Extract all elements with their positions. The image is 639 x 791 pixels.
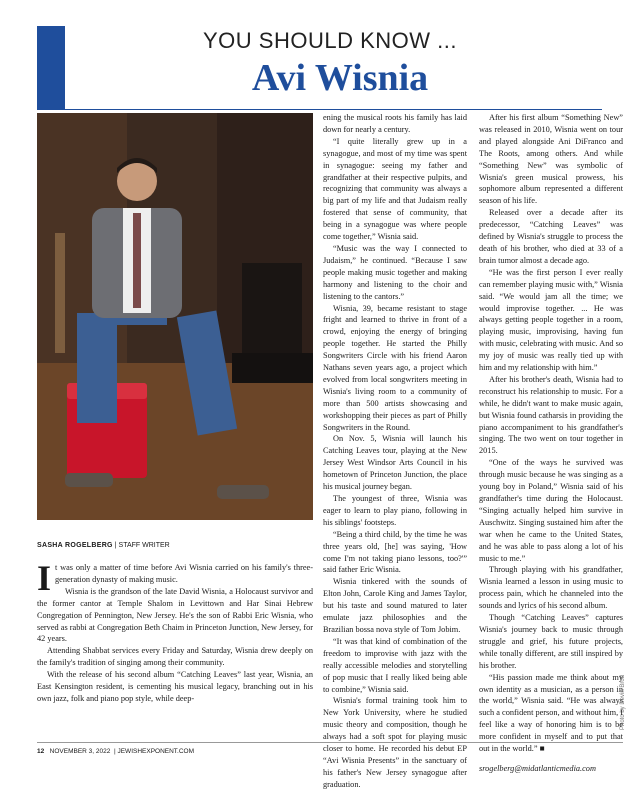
section-kicker: YOU SHOULD KNOW ...	[203, 28, 457, 53]
col2-paragraph: “Being a third child, by the time he was three years old, [he] was saying, 'How come I'm not taking piano lessons, too?'” said father Eric Wisnia.	[323, 529, 467, 575]
intro-paragraph-3: With the release of his second album “Catching Leaves” last year, Wisnia, an East Kensington resident, is cementing his musical legacy, branching out in his own jazz, folk and piano pop style, while deep-	[37, 670, 313, 703]
col2-paragraph: Wisnia, 39, became resistant to stage fright and learned to thrive in front of a crowd, enjoying the energy of bringing people together. He started the Philly Songwriters Circle with his friend Aaron Nathans seven years ago, a project which evolved from local songwriters meeting in Wisnia's living room to a community of more than 500 artists showcasing and workshopping their pieces as part of Philly Songwriters in the Round.	[323, 303, 467, 432]
col2-paragraph: “It was that kind of combination of the freedom to improvise with jazz with the really accessible melodies and storytelling of pop music that I really liked being able to combine,” Wisnia said.	[323, 636, 467, 694]
col3-paragraph: After his brother's death, Wisnia had to reconstruct his relationship to music. For a while, he didn't want to make music again, but Wisnia found catharsis in providing the piano accompaniment to his grandfather's singing. The two went on tour together in 2015.	[479, 374, 623, 456]
page-number: 12	[37, 748, 45, 755]
col3-paragraph: Though “Catching Leaves” captures Wisnia's journey back to music through struggle and grief, his future projects, while tonally different, are still inspired by his brother.	[479, 613, 623, 670]
col2-paragraph: Wisnia's formal training took him to New York University, where he studied music theory and composition, though he always had a soft spot for playing music closer to home. He recorded his debut EP “Avi Wisnia Presents” in the sanctuary of his father's New Jersey synagogue after graduation.	[323, 696, 467, 789]
col2-paragraph: ening the musical roots his family has laid down for nearly a century.	[323, 113, 467, 134]
intro-paragraph-1: Wisnia is the grandson of the late David Wisnia, a Holocaust survivor and the former cantor at Temple Shalom in Levittown and Har Sinai Hebrew Congregation of Pennington, New Jersey. He's the son of Rabbi Eric Wisnia, who served as rabbi at Congregation Beth Chaim in Princeton Junction, New Jersey, for 42 years.	[37, 586, 313, 644]
header-accent-bar	[37, 26, 65, 110]
col3-paragraph: “His passion made me think about my own identity as a musician, as a person in the world,” Wisnia said. “He was always such a confident person, and without him, I feel like a way of honoring him is to be more confident in myself and to put that out in the world.” ■	[479, 672, 624, 754]
col2-paragraph: On Nov. 5, Wisnia will launch his Catching Leaves tour, playing at the New Jersey West Windsor Arts Council in his hometown of Princeton Junction, the place his musical journey began.	[323, 434, 467, 492]
portrait-illustration	[37, 113, 313, 520]
body-column-3	[479, 112, 623, 775]
intro-paragraph-2: Attending Shabbat services every Friday and Saturday, Wisnia drew deeply on the family's tradition of singing among their community.	[37, 646, 313, 668]
headline-rule	[65, 109, 602, 110]
intro-column	[37, 558, 313, 705]
site-name: JEWISHEXPONENT.COM	[117, 748, 195, 755]
intro-paragraph-0: It was only a matter of time before Avi Wisnia carried on his family's three-generation dynasty of making music.	[37, 558, 313, 598]
col2-paragraph: “Music was the way I connected to Judaism,” he continued. “Because I saw people making music together and making harmony and listening to the choir and listening to the cantors.”	[323, 243, 467, 301]
byline	[37, 542, 170, 549]
author-role: | STAFF WRITER	[114, 542, 170, 549]
col3-paragraph: “One of the ways he survived was through music because he was singing as a young boy in Poland,” Wisnia said of his grandfather's time during the Holocaust. “Singing actually helped him survive in Auschwitz. Singing sustained him after the war when he came to the United States, and he was able to pass along a lot of his music to me.”	[479, 458, 623, 563]
col2-paragraph: Wisnia tinkered with the sounds of Elton John, Carole King and James Taylor, but his taste and sound matured to later emulate jazz philosophies and the Brazilian bossa nova style of Tom Jobim.	[323, 577, 467, 634]
col2-paragraph: The youngest of three, Wisnia was eager to learn to play piano, following in his siblings' footsteps.	[323, 494, 467, 527]
col3-paragraph: Released over a decade after its predecessor, “Catching Leaves” was defined by Wisnia's struggle to process the death of his brother, who died at 33 of a brain tumor almost a decade ago.	[479, 208, 623, 265]
body-column-2	[323, 112, 467, 791]
issue-date: NOVEMBER 3, 2022	[49, 748, 111, 755]
drop-cap: I	[37, 558, 52, 598]
col2-paragraph: “I quite literally grew up in a synagogue, and most of my time was spent in synagogue: seeing my father and grandfather at their respective pulpits, and recognizing that community was always a big part of my life and that Judaism really fostered that sense of community, that being in a synagogue was where people come together,” Wisnia said.	[323, 136, 467, 242]
portrait-photo	[37, 113, 313, 520]
article-headline: Avi Wisnia	[251, 57, 429, 99]
col3-paragraph: Through playing with his grandfather, Wisnia learned a lesson in using music to process pain, which he channeled into the sounds and lyrics of his second album.	[479, 565, 623, 611]
page-footer: 12 NOVEMBER 3, 2022 | JEWISHEXPONENT.COM	[37, 748, 195, 755]
photo-credit: Photo by Devin Brod	[620, 674, 626, 730]
author-email[interactable]: srogelberg@midatlanticmedia.com	[479, 763, 596, 773]
footer-rule	[37, 742, 623, 743]
col3-paragraph: After his first album “Something New” was released in 2010, Wisnia went on tour and played alongside Ani DiFranco and The Roots, among others. And while “Something New” was symbolic of Wisnia's green musical prowess, his sophomore album represented a different season of his life.	[479, 113, 623, 206]
col3-paragraph: “He was the first person I ever really can remember playing music with,” Wisnia said. “We would jam all the time; we would improvise together. ... He was always getting people together in a room, playing music, improvising, having fun with music, celebrating with music. And so my joy of music was really tied up with him and my relationship with him.”	[479, 267, 623, 373]
author-name: SASHA ROGELBERG	[37, 542, 113, 549]
